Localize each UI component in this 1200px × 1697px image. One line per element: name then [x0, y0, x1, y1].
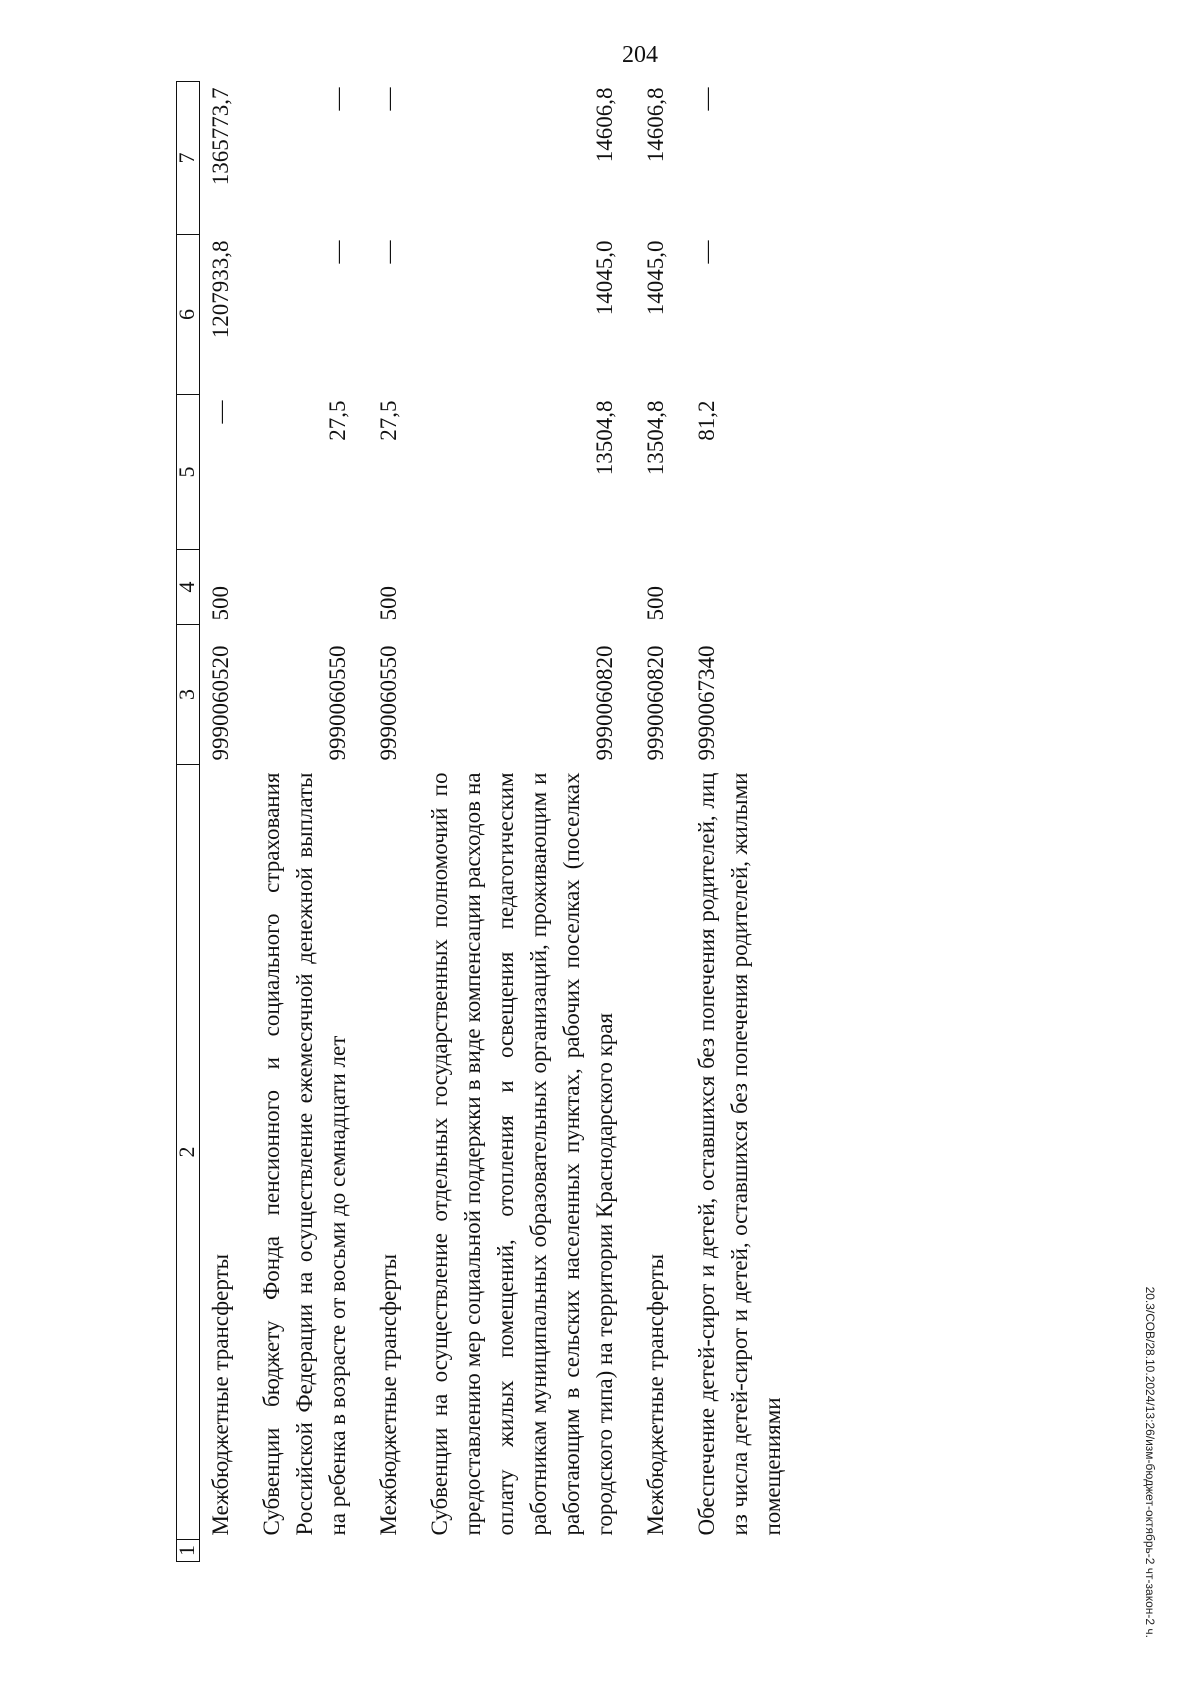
table-row — [251, 82, 368, 1562]
cell-val-1: 13504,8 — [643, 400, 668, 476]
cell-type: 500 — [376, 586, 401, 621]
cell-num — [368, 1540, 419, 1562]
cell-val-1: 81,2 — [694, 400, 719, 441]
cell-val-2: 14045,0 — [592, 240, 617, 316]
cell-type — [251, 550, 368, 625]
page-number: 204 — [622, 42, 658, 68]
cell-val-1: 27,5 — [325, 400, 350, 441]
budget-table — [176, 81, 803, 1562]
cell-num — [686, 1540, 803, 1562]
cell-val-1: — — [208, 400, 233, 424]
cell-val-3: 14606,8 — [643, 87, 668, 163]
col-header-5: 5 — [177, 395, 200, 550]
table-header-row — [177, 82, 200, 1562]
table-row — [686, 82, 803, 1562]
cell-val-3: — — [694, 87, 719, 111]
cell-name: Межбюджетные трансферты — [376, 1253, 401, 1536]
cell-code: 9990060550 — [325, 645, 350, 761]
cell-val-3: — — [325, 87, 350, 111]
cell-type: 500 — [643, 586, 668, 621]
cell-code: 9990067340 — [694, 645, 719, 761]
cell-type: 500 — [208, 586, 233, 621]
cell-name: Обеспечение детей-сирот и детей, оставшихся без попечения родителей, лиц из числа детей-сирот и детей, оставшихся без попечения родителей, жилыми помещениями — [694, 772, 785, 1536]
cell-code: 9990060550 — [376, 645, 401, 761]
cell-val-2: — — [325, 240, 350, 264]
cell-name: Межбюджетные трансферты — [643, 1253, 668, 1536]
cell-val-3: 1365773,7 — [208, 87, 233, 186]
cell-val-1: 13504,8 — [592, 400, 617, 476]
cell-val-2: 14045,0 — [643, 240, 668, 316]
table-row — [368, 82, 419, 1562]
col-header-6: 6 — [177, 235, 200, 395]
cell-val-3: — — [376, 87, 401, 111]
cell-type — [419, 550, 635, 625]
cell-val-2: 1207933,8 — [208, 240, 233, 339]
table-row — [200, 82, 252, 1562]
cell-val-2: — — [376, 240, 401, 264]
col-header-2: 2 — [177, 765, 200, 1540]
cell-num — [251, 1540, 368, 1562]
col-header-1: 1 — [177, 1540, 200, 1562]
cell-code: 9990060820 — [592, 645, 617, 761]
col-header-4: 4 — [177, 550, 200, 625]
cell-name: Субвенции бюджету Фонда пенсионного и социального страхования Российской Федерации на осуществление ежемесячной денежной выплаты на ребенка в возрасте от восьми до семнадцати лет — [259, 772, 350, 1536]
cell-code: 9990060820 — [643, 645, 668, 761]
cell-num — [635, 1540, 686, 1562]
rotated-table-container — [176, 82, 996, 1562]
cell-name: Субвенции на осуществление отдельных государственных полномочий по предоставлению мер социальной поддержки в виде компенсации расходов на оплату жилых помещений, отопления и освещения педагогическим работникам муниципальных образовательных организаций, проживающим и работающим в сельских населенных пунктах, рабочих поселках (поселках городского типа) на территории Краснодарского края — [427, 772, 617, 1536]
cell-num — [200, 1540, 252, 1562]
document-stamp: 20.3/СОВ/28.10.2024/13:26/изм-бюджет-октябрь-2 чт-закон-2 ч. — [1143, 1286, 1157, 1638]
table-row — [419, 82, 635, 1562]
cell-num — [419, 1540, 635, 1562]
cell-val-3: 14606,8 — [592, 87, 617, 163]
table-row — [635, 82, 686, 1562]
cell-type — [686, 550, 803, 625]
cell-name: Межбюджетные трансферты — [208, 1253, 233, 1536]
col-header-3: 3 — [177, 625, 200, 765]
cell-val-1: 27,5 — [376, 400, 401, 441]
col-header-7: 7 — [177, 82, 200, 235]
cell-code: 9990060520 — [208, 645, 233, 761]
cell-val-2: — — [694, 240, 719, 264]
